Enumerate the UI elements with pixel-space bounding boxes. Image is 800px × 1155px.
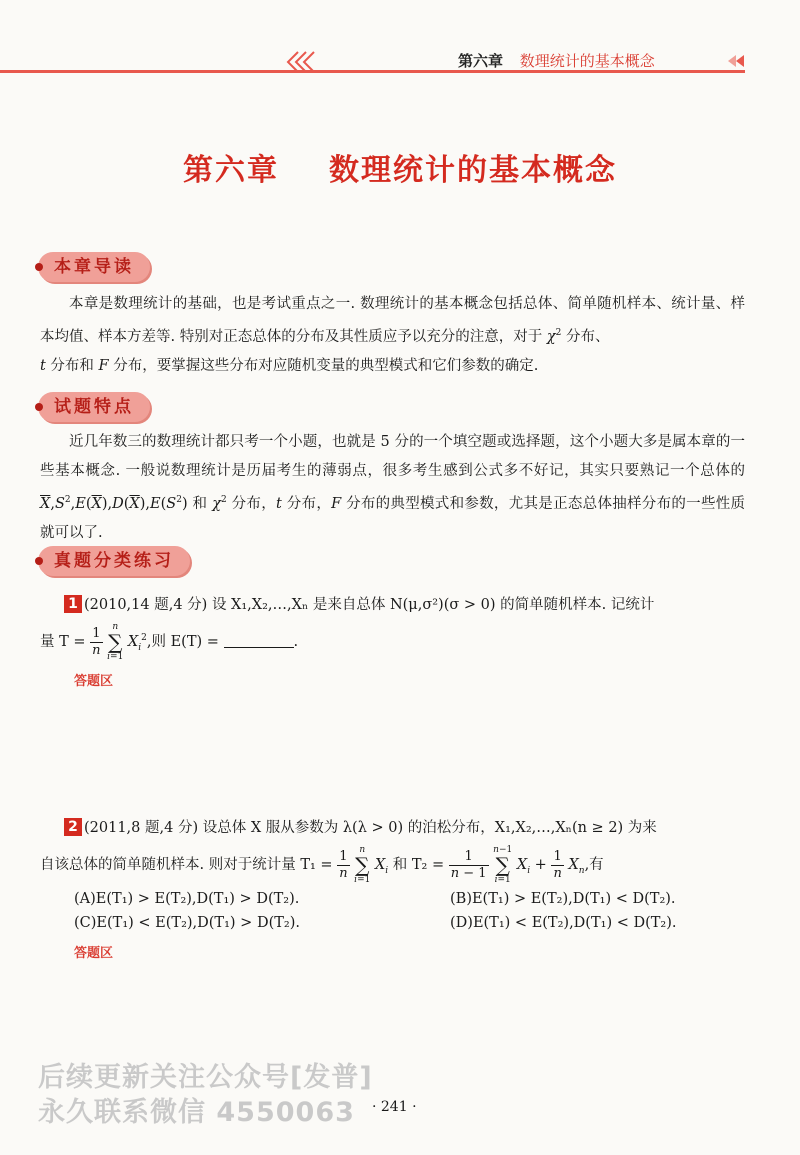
badge-dot-icon bbox=[35, 403, 43, 411]
question-text: 设 X₁,X₂,…,Xₙ 是来自总体 N(μ,σ²)(σ > 0) 的简单随机样本. 记统计 bbox=[211, 597, 655, 613]
guide-text-4: 分布，要掌握这些分布对应随机变量的典型模式和它们参数的确定. bbox=[108, 357, 539, 374]
chapter-name: 数理统计的基本概念 bbox=[329, 153, 617, 188]
summation-symbol: n ∑ i=1 bbox=[107, 622, 124, 662]
features-paragraph: 近几年数三的数理统计都只考一个小题，也就是 5 分的一个填空题或选择题，这个小题大多是属本章的一些基本概念. 一般说数理统计是历届考生的薄弱点，很多考生感到公式多不好记，其实只要熟记一个总体的 $\overline{X},S^2,E(\overline{X}),D(\overline{X}),E(S^2)$ 和 $\chi^2$ 分布，t 分布，F 分布的典型模式和参数，尤其是正态总体抽样分布的一些性质就可以了. bbox=[40, 434, 746, 541]
section-badge-practice bbox=[38, 546, 190, 576]
fraction-1-over-n: $\frac{1}{n}$ bbox=[92, 625, 101, 658]
guide-paragraph: 本章是数理统计的基础，也是考试重点之一. 数理统计的基本概念包括总体、简单随机样本、统计量、样本均值、样本方差等. 特别对正态总体的分布及其性质应予以充分的注意，对于 $\chi^2$ 分布、 t 分布和 F 分布，要掌握这些分布对应随机变量的典型模式和它们参数的确定. bbox=[40, 296, 745, 374]
page-number: · 241 · bbox=[372, 1099, 417, 1115]
header-arrow-icon bbox=[718, 53, 746, 69]
chapter-number: 第六章 bbox=[183, 153, 279, 188]
question-1-formula-line: 量 T = $\frac{1}{n}$ n ∑ i=1 $X_i^2$,则 E(T) = . bbox=[40, 622, 299, 662]
option-b[interactable]: (B)E(T₁) > E(T₂),D(T₁) < D(T₂). bbox=[450, 891, 676, 907]
option-a[interactable]: (A)E(T₁) > E(T₂),D(T₁) > D(T₂). bbox=[74, 891, 300, 907]
chapter-title bbox=[0, 145, 800, 189]
guide-text-3: 分布和 bbox=[45, 357, 99, 374]
header-chapter-title: 数理统计的基本概念 bbox=[519, 52, 655, 70]
option-c[interactable]: (C)E(T₁) < E(T₂),D(T₁) > D(T₂). bbox=[74, 915, 300, 931]
fraction-1-over-n-minus-1: $\frac{1}{n - 1}$ bbox=[450, 848, 487, 881]
question-source: (2010,14 题,4 分) bbox=[84, 597, 208, 613]
question-text: 设总体 X 服从参数为 λ(λ > 0) 的泊松分布，X₁,X₂,…,Xₙ(n ≥ 2) 为来 bbox=[202, 820, 657, 836]
chi-symbol: χ bbox=[546, 328, 556, 345]
features-text-3: 分布， bbox=[226, 495, 277, 512]
answer-area-label: 答题区 bbox=[74, 674, 114, 689]
badge-dot-icon bbox=[35, 557, 43, 565]
t-symbol: t bbox=[40, 357, 46, 374]
running-header bbox=[458, 50, 655, 71]
question-2-formula-line: 自该总体的简单随机样本. 则对于统计量 T₁ = $\frac{1}{n}$ n ∑ i=1 $X_i$ 和 T₂ = $\frac{1}{n - 1}$ n−1 ∑ i=1 $X_i$ + $\frac{1}{n}$ $X_n$,有 bbox=[40, 845, 604, 885]
features-text-1: 近几年数三的数理统计都只考一个小题，也就是 5 分的一个填空题或选择题，这个小题大多是属本章的一些基本概念. 一般说数理统计是历届考生的薄弱点，很多考生感到公式多不好记，其实只要熟记一个总体的 bbox=[40, 434, 745, 479]
features-text-4: 分布， bbox=[281, 495, 332, 512]
section-label: 试题特点 bbox=[54, 397, 134, 417]
features-text-5: 分布的典型模式和参数，尤其是正态总体抽样分布的一些性质就可以了. bbox=[40, 495, 746, 541]
guide-text-1: 本章是数理统计的基础，也是考试重点之一. 数理统计的基本概念包括总体、简单随机样本、统计量、样本均值、样本方差等. 特别对正态总体的分布及其性质应予以充分的注意，对于 bbox=[40, 296, 745, 345]
answer-area-label: 答题区 bbox=[74, 946, 114, 961]
answer-blank[interactable] bbox=[224, 633, 294, 648]
f-symbol: F bbox=[98, 357, 109, 374]
formula-prefix: 量 T = bbox=[40, 634, 86, 650]
badge-dot-icon bbox=[35, 263, 43, 271]
question-1 bbox=[64, 595, 746, 615]
watermark-line-2: 永久联系微信 4550063 bbox=[38, 1097, 355, 1128]
formula-suffix: ,则 E(T) = bbox=[146, 634, 219, 650]
features-text-2: 和 bbox=[187, 495, 213, 512]
formula-prefix: 自该总体的简单随机样本. 则对于统计量 T₁ = bbox=[40, 857, 333, 873]
question-2 bbox=[64, 818, 746, 838]
formula-mid: 和 T₂ = bbox=[392, 857, 445, 873]
question-source: (2011,8 题,4 分) bbox=[84, 820, 199, 836]
guide-text-2: 分布、 bbox=[561, 328, 610, 345]
section-label: 本章导读 bbox=[54, 257, 134, 277]
fraction-1-over-n: $\frac{1}{n}$ bbox=[339, 848, 348, 881]
summation-symbol: n ∑ i=1 bbox=[354, 845, 371, 885]
fraction-1-over-n: $\frac{1}{n}$ bbox=[553, 848, 562, 881]
option-d[interactable]: (D)E(T₁) < E(T₂),D(T₁) < D(T₂). bbox=[450, 915, 677, 931]
section-badge-features bbox=[38, 392, 150, 422]
header-chapter: 第六章 bbox=[458, 52, 504, 70]
summation-symbol: n−1 ∑ i=1 bbox=[493, 845, 513, 885]
watermark-line-1: 后续更新关注公众号[发普] bbox=[38, 1062, 373, 1093]
formula-suffix: ,有 bbox=[584, 857, 604, 873]
section-label: 真题分类练习 bbox=[54, 551, 174, 571]
section-badge-guide bbox=[38, 252, 150, 282]
question-number: 1 bbox=[64, 595, 82, 613]
question-number: 2 bbox=[64, 818, 82, 836]
